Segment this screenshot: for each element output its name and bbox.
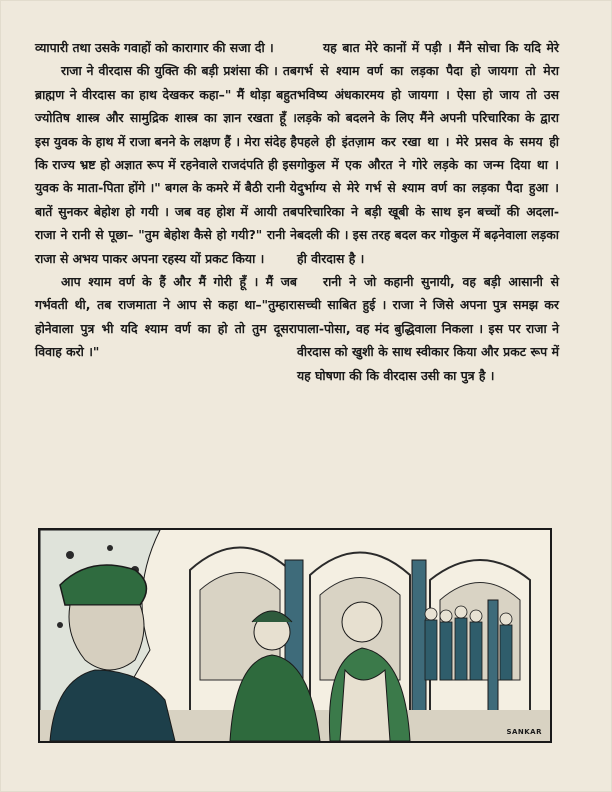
paragraph: यह बात मेरे कानों में पड़ी । मैंने सोचा कि यदि मेरे गर्भ से श्याम वर्ण का लड़का पैदा हो जायगा तो मेरा भविष्य अंधकारमय हो जायगा । ऐसा हो जाय तो उस लड़के को बदलने के लिए मैंने अपनी परिचारिका के द्वारा पहले ही इंतज़ाम कर रखा था । मेरे प्रसव के समय ही गोकुल में एक औरत ने गोरे लड़के का जन्म दिया था । दुर्भाग्य से मेरे गर्भ से श्याम वर्ण का लड़का पैदा हुआ । परिचारिका ने बड़ी खूबी के साथ इन बच्चों की अदला-बदली की । इस तरह बदल कर गोकुल में बढ़नेवाला लड़का ही वीरदास है ।	[297, 40, 559, 266]
paragraph: रानी ने जो कहानी सुनायी, वह बड़ी आसानी से सच्ची साबित हुई । राजा ने जिसे अपना पुत्र समझ कर पाला-पोसा, वह मंद बुद्धिवाला निकला । इस पर राजा ने वीरदास को खुशी के साथ स्वीकार किया और प्रकट रूप में यह घोषणा की कि वीरदास उसी का पुत्र है ।	[297, 274, 559, 383]
artist-signature: SANKAR	[506, 728, 542, 736]
right-text-column	[297, 36, 559, 387]
paragraph: राजा ने वीरदास की युक्ति की बड़ी प्रशंसा की । तब ब्राह्मण ने वीरदास का हाथ देखकर कहा–" मैं थोड़ा बहुत ज्योतिष शास्त्र और सामुद्रिक शास्त्र का ज्ञान रखता हूँ । इस युवक के हाथ में राजा बनने के लक्षण हैं । मेरा संदेह है कि राज्य भ्रष्ट हो अज्ञात रूप में रहनेवाले राजदंपति ही इस युवक के माता-पिता होंगे ।" बगल के कमरे में बैठी रानी ये बातें सुनकर बेहोश हो गयी । जब वह होश में आयी तब राजा ने रानी से पूछा– "तुम बेहोश कैसे हो गयी?" रानी ने राजा से अभय पाकर अपना रहस्य यों प्रकट किया ।	[35, 63, 297, 266]
paragraph: व्यापारी तथा उसके गवाहों को कारागार की सजा दी ।	[35, 40, 274, 55]
left-text-column	[35, 36, 297, 364]
story-illustration	[38, 528, 552, 743]
paragraph: आप श्याम वर्ण के हैं और मैं गोरी हूँ । मैं जब गर्भवती थी, तब राजमाता ने आप से कहा था–"तुम्हारा होनेवाला पुत्र भी यदि श्याम वर्ण का हो तो तुम दूसरा विवाह करो ।"	[35, 274, 297, 360]
illustration-drawing	[40, 530, 550, 741]
